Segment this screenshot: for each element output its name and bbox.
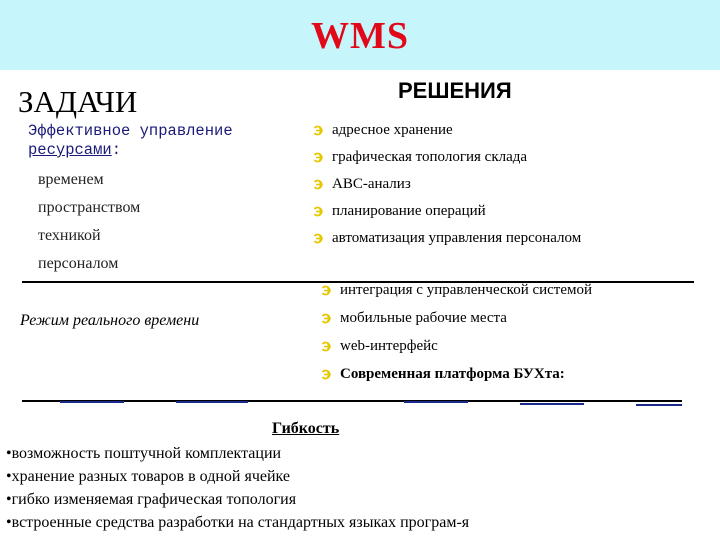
solutions-heading: РЕШЕНИЯ — [398, 78, 512, 103]
solution-label: интеграция с управленческой системой — [340, 282, 593, 298]
efficient-management-label — [28, 122, 233, 140]
solution-label: адресное хранение — [332, 122, 453, 138]
solution-label: Современная платформа БУХта: — [340, 366, 565, 382]
flexibility-heading: Гибкость — [272, 420, 340, 437]
divider-accent — [520, 403, 584, 405]
circled-arrow-icon — [313, 233, 324, 244]
solution-item — [313, 203, 486, 220]
circled-arrow-icon — [313, 206, 324, 217]
flexibility-bullet: •гибко изменяемая графическая топология — [6, 491, 297, 508]
solution-item — [313, 176, 411, 193]
solution-item — [313, 149, 527, 166]
circled-arrow-icon — [313, 125, 324, 136]
task-staff: персоналом — [38, 255, 119, 272]
circled-arrow-icon — [313, 179, 324, 190]
solution-item — [321, 338, 438, 355]
page-title: WMS — [311, 15, 409, 57]
solution-label: автоматизация управления персоналом — [332, 230, 582, 246]
resources-colon: : — [111, 141, 122, 159]
flexibility-bullet: •встроенные средства разработки на стандартных языках програм-я — [6, 514, 470, 531]
title-banner — [0, 0, 720, 70]
circled-arrow-icon — [313, 152, 324, 163]
task-space: пространством — [38, 199, 141, 216]
solution-label: ABC-анализ — [332, 176, 411, 192]
solution-item — [313, 230, 581, 247]
solution-item — [321, 366, 565, 383]
flexibility-bullet: •возможность поштучной комплектации — [6, 445, 282, 462]
task-equipment: техникой — [38, 227, 101, 244]
solution-item — [321, 282, 592, 299]
efficient-management-text: Эффективное управление — [28, 122, 233, 140]
tasks-heading: ЗАДАЧИ — [18, 84, 138, 119]
circled-arrow-icon — [321, 341, 332, 352]
realtime-mode: Режим реального времени — [20, 312, 200, 329]
solution-label: мобильные рабочие места — [340, 310, 507, 326]
flexibility-bullet: •хранение разных товаров в одной ячейке — [6, 468, 291, 485]
solution-item — [313, 122, 453, 139]
task-time: временем — [38, 171, 104, 188]
solution-item — [321, 310, 507, 327]
divider-accent — [176, 401, 248, 403]
circled-arrow-icon — [321, 285, 332, 296]
divider-accent — [404, 401, 468, 403]
divider-accent — [60, 401, 124, 403]
resources-line — [28, 141, 121, 159]
circled-arrow-icon — [321, 313, 332, 324]
circled-arrow-icon — [321, 369, 332, 380]
solution-label: web-интерфейс — [340, 338, 438, 354]
solution-label: графическая топология склада — [332, 149, 528, 165]
resources-link[interactable]: ресурсами — [28, 141, 112, 159]
divider-accent — [636, 404, 682, 406]
solution-label: планирование операций — [332, 203, 486, 219]
